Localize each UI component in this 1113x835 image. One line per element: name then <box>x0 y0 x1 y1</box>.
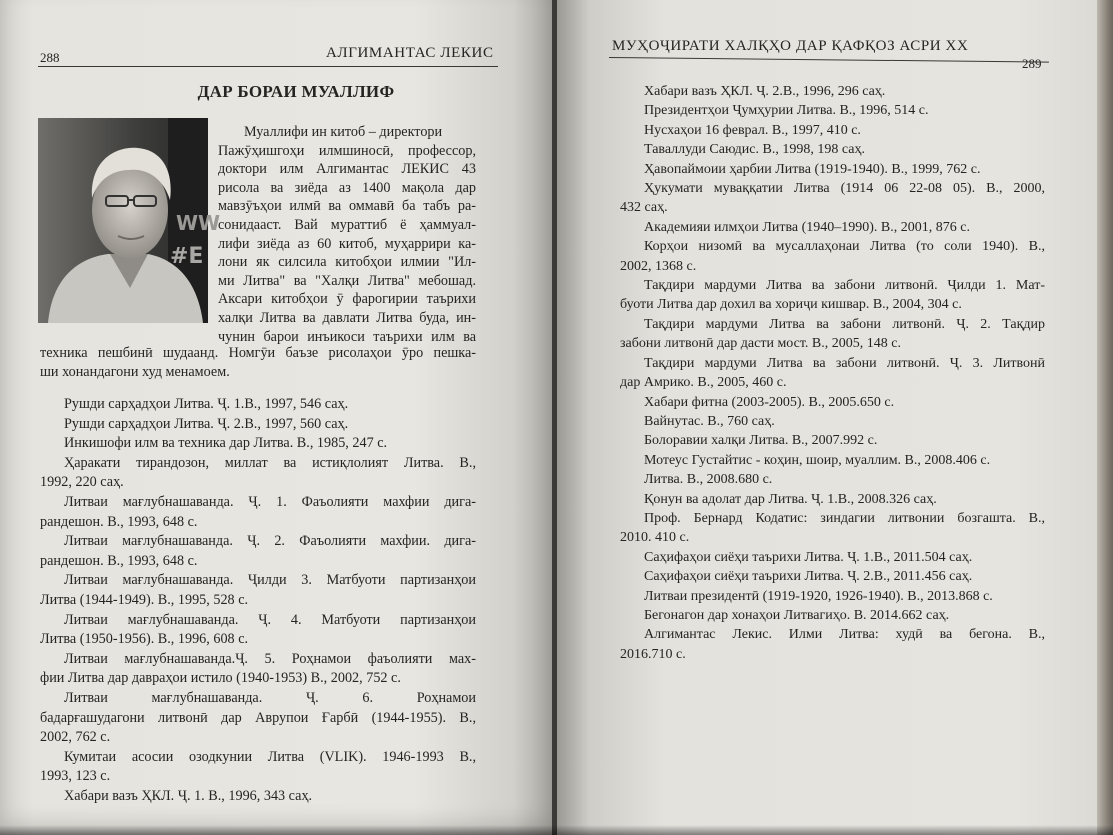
intro-line: халқи Литва ва давлати Литва буда, ин- <box>218 309 476 326</box>
bibliography-entry: Вайнутас. В., 760 саҳ. <box>644 413 775 429</box>
bibliography-entry: Алгимантас Лекис. Илми Литва: худӣ ва бегона. В., <box>644 627 1045 643</box>
background-w-mark: WW <box>176 211 221 235</box>
running-head-right: МУҲОҶИРАТИ ХАЛҚҲО ДАР ҚАФҚОЗ АСРИ ХХ <box>612 38 969 54</box>
bibliography-entry: Нусхаҳои 16 феврал. В., 1997, 410 с. <box>644 122 861 138</box>
intro-line: Муаллифи ин китоб – директори <box>244 124 443 140</box>
bibliography-entry: Ҳукумати муваққатии Литва (1914 06 22-08 05). В., 2000, <box>644 181 1045 197</box>
intro-line: рисола ва зиёда аз 1400 мақола дар <box>218 179 476 196</box>
bibliography-left <box>40 395 476 806</box>
bibliography-entry: Тақдири мардуми Литва ва забони литвонӣ. Ҷ. 2. Тақдир <box>644 316 1045 332</box>
bibliography-entry: Қонун ва адолат дар Литва. Ҷ. 1.В., 2008.326 саҳ. <box>644 491 937 507</box>
bibliography-entry-cont: 2016.710 с. <box>620 646 686 662</box>
bibliography-entry: Академияи илмҳои Литва (1940–1990). В., 2001, 876 с. <box>644 219 970 235</box>
bibliography-entry: Корҳои низомӣ ва мусаллаҳонаи Литва (то соли 1940). В., <box>644 239 1045 255</box>
intro-line: ми Литва" ва "Халқи Литва" мебошад. <box>218 272 476 289</box>
bibliography-entry-cont: рандешон. В., 1993, 648 с. <box>40 552 198 569</box>
background-sign-text: #E <box>170 244 204 269</box>
bottom-shadow <box>0 825 1113 835</box>
page-number-left: 288 <box>40 50 60 65</box>
bibliography-entry: Ҳавопаймоии ҳарбии Литва (1919-1940). В., 1999, 762 с. <box>644 161 981 177</box>
bibliography-entry: Литваи мағлубнашаванда. Ҷ. 4. Матбуоти партизанҳои <box>64 611 476 628</box>
bibliography-entry: Инкишофи илм ва техника дар Литва. В., 1985, 247 с. <box>64 435 388 452</box>
bibliography-entry: Литваи мағлубнашаванда.Ҷ. 5. Роҳнамои фаъолияти мах- <box>64 650 476 667</box>
intro-line: чунин барои инъикоси таърихи илм ва <box>218 328 476 345</box>
intro-line: лифи зиёда аз 60 китоб, муҳаррири ка- <box>218 235 476 252</box>
header-rule-left <box>38 66 498 67</box>
author-photo-image <box>38 118 221 323</box>
bibliography-entry: Рушди сарҳадҳои Литва. Ҷ. 2.В., 1997, 560 саҳ. <box>64 415 349 432</box>
bibliography-entry-cont: бадарғашудагони литвонӣ дар Аврупои Ғарбӣ (1944-1955). В., <box>40 709 476 726</box>
bibliography-entry: Таваллуди Саюдис. В., 1998, 198 саҳ. <box>644 142 865 158</box>
bibliography-entry: Кумитаи асосии озодкунии Литва (VLIK). 1946-1993 В., <box>64 748 476 765</box>
bibliography-entry-cont: 2002, 1368 с. <box>620 258 697 274</box>
running-head-left: АЛГИМАНТАС ЛЕКИС <box>326 45 494 61</box>
bibliography-entry: Хабари вазъ ҲКЛ. Ҷ. 2.В., 1996, 296 саҳ. <box>644 84 886 99</box>
bibliography-entry: Литваи мағлубнашаванда. Ҷилди 3. Матбуоти партизанҳои <box>64 572 476 589</box>
bibliography-entry-cont: Литва (1950-1956). В., 1996, 608 с. <box>40 631 249 648</box>
bibliography-entry: Литва. В., 2008.680 с. <box>644 472 773 488</box>
bibliography-entry: Хабари вазъ ҲКЛ. Ҷ. 1. В., 1996, 343 саҳ. <box>64 787 313 804</box>
intro-line: Пажӯҳишгоҳи илмшиносӣ, профессор, <box>218 142 476 159</box>
bibliography-entry: Литваи мағлубнашаванда. Ҷ. 6. Роҳнамои <box>64 689 476 706</box>
bibliography-entry: Литваи мағлубнашаванда. Ҷ. 2. Фаъолияти махфии. дига- <box>64 533 476 550</box>
bibliography-entry-cont: 2010. 410 с. <box>620 530 690 546</box>
bibliography-entry: Президентҳои Ҷумҳурии Литва. В., 1996, 514 с. <box>644 103 929 119</box>
bibliography-entry-cont: буоти Литва дар дохил ва хориҷи кишвар. В., 2004, 304 с. <box>620 297 962 313</box>
bibliography-entry: Тақдири мардуми Литва ва забони литвонӣ. Ҷ. 3. Литвонӣ <box>644 355 1045 371</box>
bibliography-entry-cont: 432 саҳ. <box>620 200 668 216</box>
bibliography-entry-cont: Литва (1944-1949). В., 1995, 528 с. <box>40 591 249 608</box>
bibliography-entry-cont: фии Литва дар давраҳои истило (1940-1953) В., 2002, 752 с. <box>40 670 401 687</box>
bibliography-entry: Хабари фитна (2003-2005). В., 2005.650 с. <box>644 394 895 410</box>
bibliography-entry-cont: 1992, 220 саҳ. <box>40 474 124 491</box>
bibliography-entry: Ҳаракати тирандозон, миллат ва истиқлолият Литва. В., <box>64 454 476 471</box>
bibliography-right <box>620 82 1045 664</box>
intro-paragraph <box>218 123 476 346</box>
author-photo <box>38 118 221 323</box>
book-edge <box>1097 0 1113 835</box>
bibliography-entry: Литваи мағлубнашаванда. Ҷ. 1. Фаъолияти махфии дига- <box>64 493 476 510</box>
intro-line: лони як силсила китобҳои илмии "Ил- <box>218 254 476 271</box>
intro-line: техника пешбинӣ шудаанд. Номгӯи баъзе рисолаҳои ӯро пешка- <box>40 345 476 361</box>
bibliography-entry: Рушди сарҳадҳои Литва. Ҷ. 1.В., 1997, 546 саҳ. <box>64 396 349 412</box>
bibliography-entry: Болоравии халқи Литва. В., 2007.992 с. <box>644 433 878 449</box>
intro-line: ши хонандагони худ менамоем. <box>40 363 230 380</box>
bibliography-entry-cont: 2002, 762 с. <box>40 729 111 746</box>
section-title: ДАР БОРАИ МУАЛЛИФ <box>197 82 395 101</box>
bibliography-entry-cont: рандешон. В., 1993, 648 с. <box>40 513 198 530</box>
intro-paragraph-continued <box>40 344 476 381</box>
bibliography-entry-cont: 1993, 123 с. <box>40 768 111 785</box>
bibliography-entry: Проф. Бернард Кодатис: зиндагии литвонии бозгашта. В., <box>644 510 1045 526</box>
page-number-right: 289 <box>1022 56 1042 71</box>
header-rule-right <box>609 57 1049 63</box>
bibliography-entry: Саҳифаҳои сиёҳи таърихи Литва. Ҷ. 2.В., 2011.456 саҳ. <box>644 569 973 585</box>
bibliography-entry: Мотеус Густайтис - коҳин, шоир, муаллим. В., 2008.406 с. <box>644 452 991 468</box>
bibliography-entry: Бегонагон дар хонаҳои Литвагиҳо. В. 2014.662 саҳ. <box>644 607 950 623</box>
intro-line: сонидааст. Вай мураттиб ё ҳаммуал- <box>218 216 476 233</box>
intro-line: Аксари китобҳои ӯ фарогирии таърихи <box>218 291 476 308</box>
intro-line: мавзӯъҳои илмӣ ва оммавӣ ба табъ ра- <box>218 198 476 215</box>
bibliography-entry-cont: забони литвонӣ дар дасти мост. В., 2005, 148 с. <box>620 336 901 352</box>
bibliography-entry: Литваи президентӣ (1919-1920, 1926-1940). В., 2013.868 с. <box>644 588 993 604</box>
bibliography-entry: Тақдири мардуми Литва ва забони литвонӣ. Ҷилди 1. Мат- <box>644 278 1045 294</box>
intro-line: доктори илм Алгимантас ЛЕКИС 43 <box>218 161 476 178</box>
left-page <box>0 0 552 835</box>
bibliography-entry-cont: дар Амрико. В., 2005, 460 с. <box>620 375 787 391</box>
bibliography-entry: Саҳифаҳои сиёҳи таърихи Литва. Ҷ. 1.В., 2011.504 саҳ. <box>644 549 973 565</box>
